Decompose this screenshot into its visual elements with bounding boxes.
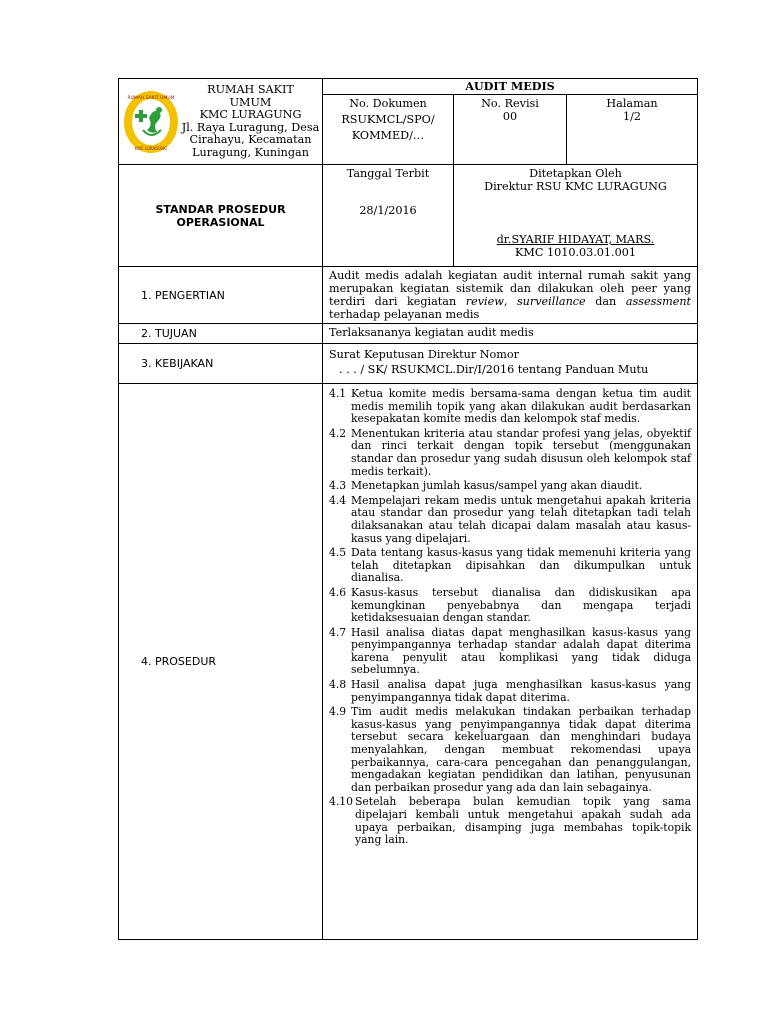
prosedur-step [329,495,691,545]
spo-label-line: STANDAR PROSEDUR [155,202,286,216]
prosedur-step [329,627,691,677]
doc-number-label: No. Dokumen [349,97,427,110]
logo-text-top: RUMAH SAKIT UMUM [127,95,175,101]
doc-number-cell [323,95,454,165]
signer-name: dr.SYARIF HIDAYAT, MARS. [496,233,655,246]
kebijakan-line: Surat Keputusan Direktur Nomor [329,348,519,361]
step-number: 4.8 [329,678,347,692]
step-text: Menetapkan jumlah kasus/sampel yang akan diaudit. [351,479,643,493]
pengertian-text-part: , [503,295,517,308]
hospital-address-line: Cirahayu, Kecamatan [189,133,312,146]
revision-label: No. Revisi [481,97,539,110]
prosedur-step [329,587,691,625]
kebijakan-line: . . . / SK/ RSUKMCL.Dir/I/2016 tentang Panduan Mutu [339,363,649,376]
kebijakan-text [323,344,698,384]
logo-text-bottom: KMC LURAGUNG [134,145,168,151]
prosedur-step [329,388,691,426]
tujuan-text: Terlaksananya kegiatan audit medis [323,324,698,344]
document-title: AUDIT MEDIS [323,79,698,95]
pengertian-term-assessment: assessment [625,295,692,308]
prosedur-steps-list [329,388,691,847]
step-number: 4.9 [329,705,347,719]
pengertian-text-part: Audit medis adalah kegiatan audit internal rumah sakit yang merupakan kegiatan sistemik dan dilakukan oleh peer yang terdiri dari kegiatan [329,269,692,308]
hospital-name-line: UMUM [229,95,272,109]
step-number: 4.10 [329,795,354,809]
pengertian-text-part: dan [585,295,626,308]
step-text: Hasil analisa diatas dapat menghasilkan kasus-kasus yang penyimpangannya terhadap standar adalah dapat diterima karena penyulit atau komplikasi yang tidak diduga sebelumnya. [351,625,692,677]
step-text: Menentukan kriteria atau standar profesi yang jelas, obyektif dan rinci terkait dengan topik tersebut (menggunakan standar dan prosedur yang sudah disusun oleh kelompok staf medis terkait). [351,426,692,478]
prosedur-step [329,706,691,794]
step-text: Ketua komite medis bersama-sama dengan ketua tim audit medis memilih topik yang akan dilakukan audit berdasarkan kesepakatan komite medis dan kelompok staf medis. [351,387,692,426]
approved-by: Direktur RSU KMC LURAGUNG [484,180,667,193]
hospital-address-line: Luragung, Kuningan [192,145,309,159]
step-number: 4.6 [329,585,347,599]
hospital-name-line: KMC LURAGUNG [199,108,302,121]
spo-label [119,165,323,267]
page-label: Halaman [606,97,658,110]
step-number: 4.5 [329,546,347,560]
doc-number-value: KOMMED/… [351,129,425,142]
hospital-header [119,79,323,165]
spo-table [118,78,698,940]
step-number: 4.7 [329,625,347,639]
pengertian-term-surveillance: surveillance [516,295,586,308]
prosedur-step [329,480,691,493]
pengertian-term-review: review [465,295,504,308]
revision-cell [454,95,567,165]
approval-cell [454,165,698,267]
signer-id: KMC 1010.03.01.001 [515,246,636,259]
section-label-prosedur: 4. PROSEDUR [119,384,323,940]
prosedur-step [329,547,691,585]
section-label-tujuan: 2. TUJUAN [119,324,323,344]
spo-document [118,78,697,940]
page-value: 1/2 [623,110,642,123]
step-text: Data tentang kasus-kasus yang tidak memenuhi kriteria yang telah ditetapkan dipisahkan dan dikumpulkan untuk dianalisa. [351,546,692,585]
issue-date-label: Tanggal Terbit [346,167,430,180]
pengertian-text-part: terhadap pelayanan medis [329,308,480,321]
step-number: 4.3 [329,479,347,493]
pengertian-text [323,267,698,324]
section-label-pengertian: 1. PENGERTIAN [119,267,323,324]
prosedur-step [329,679,691,704]
step-text: Setelah beberapa bulan kemudian topik yang sama dipelajari kembali untuk mengetahui apakah sudah ada upaya perbaikan, disamping juga membahas topik-topik yang lain. [355,795,692,847]
hospital-logo-icon [123,90,179,154]
spo-label-line: OPERASIONAL [176,215,265,229]
revision-value: 00 [502,110,518,123]
step-text: Kasus-kasus tersebut dianalisa dan didiskusikan apa kemungkinan penyebabnya dan mengapa terjadi ketidaksesuaian dengan standar. [351,585,692,625]
approved-label: Ditetapkan Oleh [529,167,622,180]
section-label-kebijakan: 3. KEBIJAKAN [119,344,323,384]
page-cell [567,95,698,165]
step-number: 4.2 [329,426,347,440]
issue-date-cell [323,165,454,267]
hospital-name-line: RUMAH SAKIT [207,83,294,96]
prosedur-step [329,796,691,846]
issue-date-value: 28/1/2016 [359,204,417,217]
step-text: Mempelajari rekam medis untuk mengetahui apakah kriteria atau standar dan prosedur yang telah ditetapkan tadi telah dilaksanakan atau telah dicapai dalam masalah atau kasus-kasus yang dipelajari. [351,493,692,545]
doc-number-value: RSUKMCL/SPO/ [341,113,435,126]
prosedur-cell [323,384,698,940]
step-number: 4.4 [329,493,347,507]
prosedur-step [329,428,691,478]
step-number: 4.1 [329,387,347,400]
step-text: Tim audit medis melakukan tindakan perbaikan terhadap kasus-kasus yang penyimpangannya tidak dapat diterima tersebut secara kekeluargaan dan menghindari budaya menyalahkan, dengan membuat rekomendasi upaya perbaikannya, cara-cara pencegahan dan penanggulangan, mengadakan kegiatan pendidikan dan latihan, penyusunan dan perbaikan prosedur yang ada dan lain sebagainya. [351,705,692,794]
step-text: Hasil analisa dapat juga menghasilkan kasus-kasus yang penyimpangannya tidak dapat diterima. [351,678,692,704]
hospital-address-line: Jl. Raya Luragung, Desa [181,120,320,134]
